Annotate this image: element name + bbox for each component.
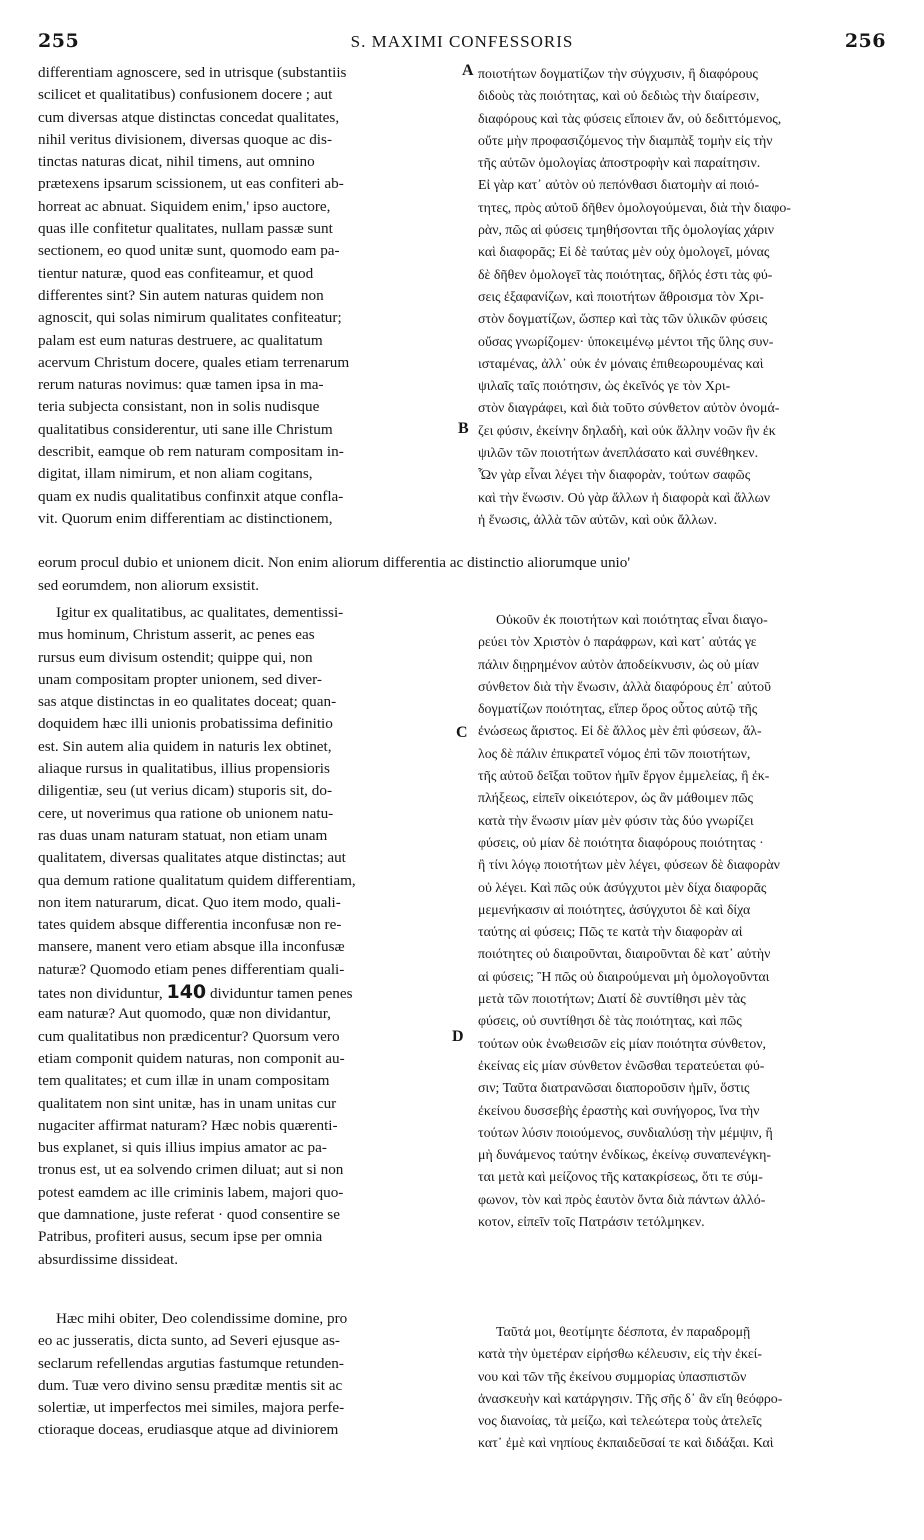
text-line: doquidem hæc illi unionis probatissima definitio (38, 715, 333, 733)
text-line: solertiæ, ut imperfectos mei similes, majora perfe- (38, 1399, 345, 1417)
text-line: νος διανοίας, τὰ μείζω, καὶ τελεώτερα τοὺς ἀτελεῖς (478, 1414, 762, 1430)
text-line: prætexens ipsarum scissionem, ut eas confiteri ab- (38, 175, 344, 193)
text-line: sas atque distinctas in eo qualitates doceat; quan- (38, 693, 337, 711)
text-line: ἀνασκευὴν καὶ κατάργησιν. Τῆς σῆς δ᾽ ἂν εἴη θεόφρο- (478, 1391, 783, 1407)
text-line: qualitatibus considerentur, uti sane ille Christum (38, 420, 333, 438)
text-line: non item naturarum, dicat. Quo item modo, quali- (38, 893, 341, 911)
text-line: differentes sint? Sin autem naturas quidem non (38, 286, 324, 304)
text-line: mus hominum, Christum asserit, ac penes eas (38, 626, 315, 644)
text-line: aliaque rursus in qualitatibus, illius propensioris (38, 760, 330, 778)
text-line: digitat, illam nimirum, et non aliam cogitans, (38, 465, 313, 483)
text-line: αἱ φύσεις; Ἢ πῶς οὐ διαιρούμεναι μὴ ὁμολογοῦνται (478, 969, 770, 985)
greek-column-top (478, 64, 886, 532)
text-line: σιν; Ταῦτα διατρανῶσαι διαποροῦσιν ἡμῖν, ὅστις (478, 1081, 750, 1097)
text-line: σεις ἐξαφανίζων, καὶ ποιοτήτων ἄθροισμα τὸν Χρι- (478, 289, 764, 305)
text-line: unam compositam propter unionem, sed diver- (38, 670, 322, 688)
text-line: potest eamdem ac ille criminis labem, majori quo- (38, 1183, 344, 1201)
text-line: acervum Christum docere, quales etiam terrenarum (38, 353, 350, 371)
text-line: cum qualitatibus non prædicentur? Quorsum vero (38, 1027, 340, 1045)
text-line: τητες, πρὸς αὐτοῦ δῆθεν ὁμολογούμεναι, διὰ τὴν διαφο- (478, 200, 791, 216)
text-line: ταύτης αἱ φύσεις; Πῶς τε κατὰ τὴν διαφορὰν αἱ (478, 925, 743, 941)
text-line: φύσεις, οὐ μίαν δὲ ποιότητα διαφόρους ποιότητας · (478, 835, 764, 851)
text-line: ψιλαῖς ταῖς ποιότησιν, ὡς ἐκεῖνός γε τὸν Χρι- (478, 379, 731, 395)
text-line: τῆς αὐτοῦ δεῖξαι τοῦτον ἡμῖν ἔργον ἐμμελείας, ἢ ἐκ- (478, 769, 770, 785)
text-line: Igitur ex qualitatibus, ac qualitates, dementissi- (56, 604, 344, 621)
text-line: τούτων οὐκ ἑνωθεισῶν εἰς μίαν ποιότητα σύνθετον, (478, 1036, 767, 1052)
text-line: ποιότητες οὐ διαιροῦνται, διαιροῦνται δὲ κατ᾽ αὐτὴν (478, 947, 771, 963)
text-line: mansere, manent vero etiam absque illa inconfusæ (38, 938, 345, 956)
text-line: eam naturæ? Aut quomodo, quæ non dividantur, (38, 1005, 331, 1023)
text-line: teria subjecta consistant, non in solis nudisque (38, 398, 320, 416)
text-line: nihil veritus divisionem, diversas quoque ac dis- (38, 130, 332, 148)
text-line: tem qualitates; et cum illæ in unam compositam (38, 1072, 330, 1090)
text-line: πάλιν διῃρημένον αὐτὸν ἀποδείκνυσιν, ὡς οὐ μίαν (478, 657, 759, 673)
text-line: tinctas naturas dicat, nihil timens, aut omnino (38, 153, 315, 171)
text-line: qua demum ratione qualitatum quidem differentiam, (38, 871, 356, 889)
inline-page-number: 140 (166, 981, 207, 1004)
text-line: Ὧν γὰρ εἶναι λέγει τὴν διαφορὰν, τούτων σαφῶς (478, 468, 751, 484)
text-line: μεμενήκασιν αἱ ποιότητες, ἀσύγχυτοι δὲ καὶ δίχα (478, 902, 751, 918)
text-line: λος δὲ πάλιν ἐπικρατεῖ νόμος ἐπὶ τῶν ποιοτήτων, (478, 746, 751, 762)
text-line: μετὰ τῶν ποιοτήτων; Διατί δὲ συντίθησι μὲν τὰς (478, 992, 746, 1008)
text-line: οὔτε μὴν προφασιζόμενος τὴν διαμπὰξ τομὴν εἰς τὴν (478, 133, 773, 149)
text-line: quas ille confitetur qualitates, nullam passæ sunt (38, 220, 333, 238)
text-line: tates quidem absque differentia inconfusæ non re- (38, 916, 342, 934)
margin-marker-d: D (452, 1028, 464, 1045)
text-line: σύνθετον διὰ τὴν ἕνωσιν, ἀλλὰ διαφόρους ἐπ᾽ αὐτοῦ (478, 679, 772, 695)
text-line: στὸν διαγράφει, καὶ διὰ τοῦτο σύνθετον αὐτὸν ὀνομά- (478, 401, 780, 417)
text-line: qualitatem non sint unitæ, has in unam unitas cur (38, 1094, 337, 1112)
text-line: que damnatione, juste referat · quod consentire se (38, 1206, 340, 1224)
page-number-right: 256 (844, 30, 886, 52)
text-line: quam ex nudis qualitatibus confinxit atque confla- (38, 487, 344, 505)
text-line: horreat ac abnuat. Siquidem enim,' ipso auctore, (38, 197, 331, 215)
text-line: ἢ τίνι λόγῳ ποιοτήτων μὲν λέγει, φύσεων δὲ διαφορὰν (478, 858, 780, 874)
text-line: Hæc mihi obiter, Deo colendissime domine, pro (56, 1310, 348, 1327)
text-line: diligentiæ, seu (ut verius dicam) stuporis sit, do- (38, 782, 333, 800)
text-line: tronus est, ut ea solvendo crimen diluat; aut si non (38, 1161, 344, 1179)
latin-column-bottom (38, 1308, 450, 1442)
text-line: vit. Quorum enim differentiam ac distinctionem, (38, 509, 333, 527)
text-line: ψιλῶν τῶν ποιοτήτων ἀνεπλάσατο καὶ συνέθηκεν. (478, 446, 759, 462)
greek-column-bottom (478, 1322, 886, 1456)
latin-middle-lines (38, 602, 450, 981)
text-line: cere, ut noverimus qua ratione ob unionem natu- (38, 804, 334, 822)
text-line: διδοὺς τὰς ποιότητας, καὶ οὐ δεδιὼς τὴν διαίρεσιν, (478, 89, 760, 105)
greek-column-middle (478, 610, 886, 1234)
text-line-with-number (38, 981, 450, 1003)
text-line: nugaciter affirmat naturam? Hæc nobis quærenti- (38, 1116, 338, 1134)
text-line: ζει φύσιν, ἐκείνην δηλαδὴ, καὶ οὐκ ἄλλην νοῶν ἣν ἐκ (478, 423, 776, 439)
text-line: etiam componit quidem naturas, non componit au- (38, 1049, 345, 1067)
page-number-left: 255 (38, 30, 80, 52)
text-line: rursus eum divisum ostendit; quippe qui, non (38, 648, 313, 666)
text-line: est. Sin autem alia quidem in naturis lex obtinet, (38, 737, 332, 755)
text-line: eo ac jusseratis, dicta sunto, ad Severi ejusque as- (38, 1332, 340, 1350)
text-line: καὶ διαφορᾶς; Εἰ δὲ ταύτας μὲν οὐχ ὁμολογεῖ, μόνας (478, 245, 770, 261)
text-line: ras duas unam naturam statuat, non etiam unam (38, 826, 328, 844)
text-line: rerum naturas novimus: quæ tamen ipsa in ma- (38, 376, 324, 394)
text-line: differentiam agnoscere, sed in utrisque (substantiis (38, 64, 347, 81)
text-line: palam est eum naturas destruere, ac qualitatum (38, 331, 323, 349)
text-line: ctioraque doceas, erudiasque atque ad diviniorem (38, 1421, 339, 1439)
text-line: naturæ? Quomodo etiam penes differentiam quali- (38, 960, 345, 978)
text-line: κατὰ τὴν ἕνωσιν μίαν μὲν φύσιν τὰς δύο γνωρίζει (478, 813, 754, 829)
text-line: κοτον, εἰπεῖν τοῖς Πατράσιν τετόλμηκεν. (478, 1215, 705, 1231)
margin-marker-a: A (462, 62, 474, 79)
text-line: φωνον, τὸν καὶ πρὸς ἑαυτὸν ὄντα διὰ πάντων ἀλλό- (478, 1192, 766, 1208)
text-line: καὶ τὴν ἕνωσιν. Οὐ γὰρ ἄλλων ἡ διαφορὰ καὶ ἄλλων (478, 490, 770, 506)
latin-column-top (38, 62, 450, 530)
text-line: δὲ δῆθεν ὁμολογεῖ τὰς ποιότητας, δῆλός ἐστι τὰς φύ- (478, 267, 773, 283)
text-line: κατ᾽ ἐμὲ καὶ νηπίους ἐκπαιδεῦσαί τε καὶ διδάξαι. Καὶ (478, 1436, 774, 1452)
margin-marker-b: B (458, 420, 469, 437)
text-line: scilicet et qualitatibus) confusionem docere ; aut (38, 86, 333, 104)
text-line: πλήξεως, εἰπεῖν οἰκειότερον, ὡς ἂν μάθοιμεν πῶς (478, 791, 754, 807)
text-line: δογματίζων ποιότητας, εἴπερ ὅρος οὗτος αὐτῷ τῆς (478, 702, 758, 718)
text-line: agnoscit, qui solas nimirum qualitates confiteatur; (38, 309, 342, 327)
text-line: absurdissime dissideat. (38, 1250, 179, 1268)
text-line: τῆς αὐτῶν ὁμολογίας ἀποστροφὴν καὶ παραίτησιν. (478, 156, 761, 172)
text-line: ρὰν, πῶς αἱ φύσεις τμηθήσονται τῆς ὁμολογίας χάριν (478, 223, 775, 239)
text-line: tientur naturæ, quod eas confiteamur, et quod (38, 264, 314, 282)
text-line: Patribus, profiteri ausus, secum ipse per omnia (38, 1228, 323, 1246)
text-line: sed eorumdem, non aliorum exsistit. (38, 577, 260, 594)
page-header (38, 30, 886, 60)
text-line: cum diversas atque distinctas concedat qualitates, (38, 108, 340, 126)
text-line: ἐκείνας εἰς μίαν σύνθετον ἑνῶσθαι τερατεύεται φύ- (478, 1058, 765, 1074)
text-line: στὸν δογματίζων, ὥσπερ καὶ τὰς τῶν ὑλικῶν φύσεις (478, 312, 768, 328)
text-line: νου καὶ τῶν τῆς ἐκείνου συμμορίας ὑπασπιστῶν (478, 1369, 747, 1385)
text-line: ἡ ἕνωσις, ἀλλὰ τῶν αὐτῶν, καὶ οὐκ ἄλλων. (478, 512, 718, 528)
text-line: ἐνώσεως ἄριστος. Εἰ δὲ ἄλλος μὲν ἐπὶ φύσεων, ἄλ- (478, 724, 762, 740)
text-line: ισταμένας, ἀλλ᾽ οὐκ ἐν μόναις ἐπιθεωρουμένας καὶ (478, 356, 764, 372)
text-line: ποιοτήτων δογματίζων τὴν σύγχυσιν, ἢ διαφόρους (478, 67, 758, 82)
text-line: Οὐκοῦν ἐκ ποιοτήτων καὶ ποιότητας εἶναι διαγο- (496, 613, 768, 628)
text-fragment: tates non dividuntur, (38, 985, 167, 1003)
text-line: ται μετὰ καὶ μείζονος τῆς κατακρίσεως, ὅτι τε σύμ- (478, 1170, 763, 1186)
text-fragment: dividuntur tamen penes (206, 985, 353, 1003)
text-line: Ταῦτά μοι, θεοτίμητε δέσποτα, ἐν παραδρομῇ (496, 1325, 751, 1340)
text-line: οὐ λέγει. Καὶ πῶς οὐκ ἀσύγχυτοι μὲν δίχα διαφορᾶς (478, 880, 767, 896)
running-title: S. MAXIMI CONFESSORIS (350, 32, 574, 51)
text-line: διαφόρους καὶ τὰς φύσεις εἴποιεν ἄν, οὐ δεδιττόμενος, (478, 111, 782, 127)
full-width-line: eorum procul dubio et unionem dicit. Non enim aliorum differentia ac distinctio aliorumque unio' (38, 554, 631, 571)
text-line: qualitatem, diversas qualitates atque distinctas; aut (38, 849, 346, 867)
text-line: describit, eamque ob rem naturam compositam in- (38, 443, 344, 461)
text-line: ἐκείνου δυσσεβὴς ἐραστὴς καὶ συνήγορος, ἵνα τὴν (478, 1103, 760, 1119)
text-line: τούτων λύσιν ποιούμενος, συνδιαλύσῃ τὴν μέμψιν, ἢ (478, 1125, 773, 1141)
text-line: bus explanet, si quis illius impius amator ac pa- (38, 1139, 327, 1157)
latin-middle-lines-2 (38, 1003, 450, 1271)
text-line: dum. Tuæ vero divino sensu præditæ mentis sit ac (38, 1376, 343, 1394)
text-line: Εἰ γὰρ κατ᾽ αὐτὸν οὐ πεπόνθασι διατομὴν αἱ ποιό- (478, 178, 760, 194)
text-line: sectionem, eo quod unitæ sunt, quomodo eam pa- (38, 242, 340, 260)
latin-continuation-line (38, 575, 450, 597)
text-line: μὴ δυνάμενος ταύτην ἐνδίκως, ἐκείνῳ συναπενέγκη- (478, 1148, 772, 1164)
text-line: ρεύει τὸν Χριστὸν ὁ παράφρων, καὶ κατ᾽ αὐτάς γε (478, 635, 757, 651)
margin-marker-c: C (456, 724, 468, 741)
text-line: φύσεις, οὐ συντίθησι δὲ τὰς ποιότητας, καὶ πῶς (478, 1014, 742, 1030)
text-line: κατὰ τὴν ὑμετέραν εἰρήσθω κέλευσιν, εἰς τὴν ἐκεί- (478, 1347, 763, 1363)
latin-column-middle (38, 602, 450, 1271)
text-line: οὔσας γνωρίζομεν· ὑποκειμένῳ μέντοι τῆς ὕλης συν- (478, 334, 774, 350)
text-line: seclarum refellendas argutias fastumque retunden- (38, 1354, 344, 1372)
